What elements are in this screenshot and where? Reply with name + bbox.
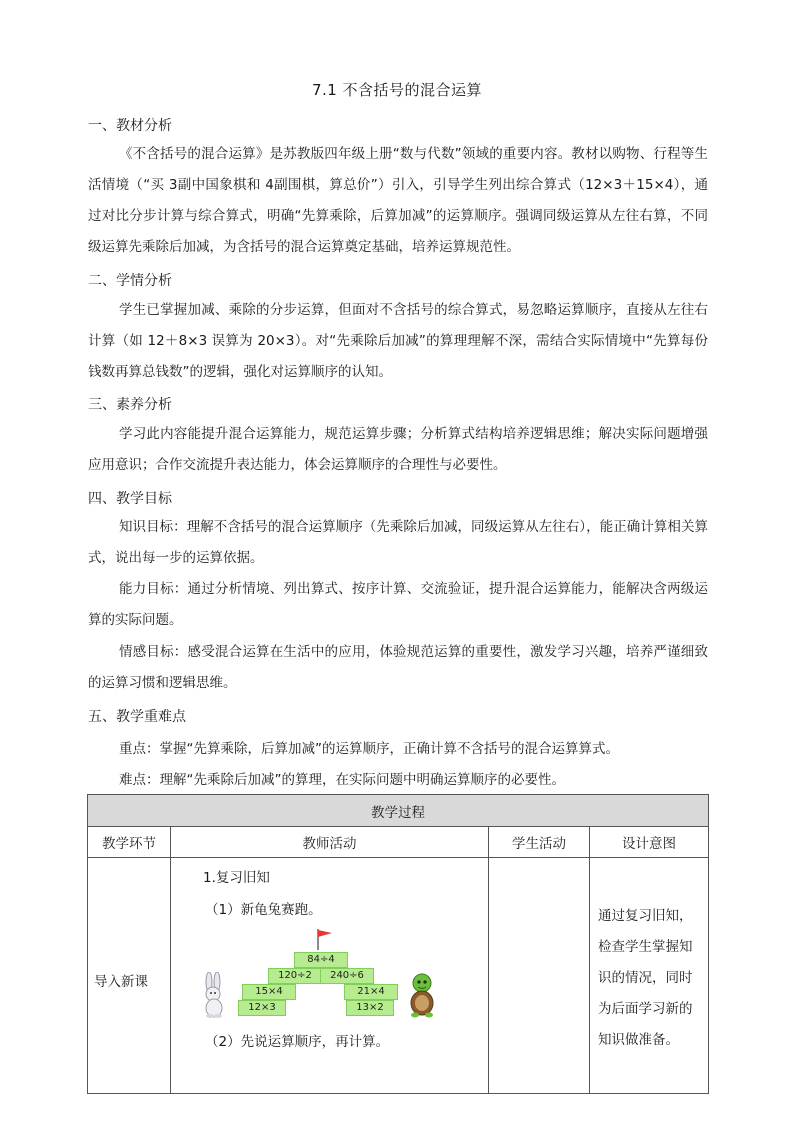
heading-literacy-analysis: 三、素养分析 [88,397,172,413]
cell-student [489,858,590,1094]
pyramid-brick: 240÷6 [320,968,374,984]
pyramid-brick: 84÷4 [294,952,348,968]
goal-ability: 能力目标：通过分析情境、列出算式、按序计算、交流验证，提升混合运算能力，能解决含两级运算的实际问题。 [88,581,708,628]
race-pyramid-figure [200,928,440,1020]
teacher-item-review: 1.复习旧知 [203,870,270,886]
heading-student-analysis: 二、学情分析 [88,273,172,289]
pyramid-brick: 13×2 [346,1000,394,1016]
paragraph-literacy-analysis: 学习此内容能提升混合运算能力，规范运算步骤；分析算式结构培养逻辑思维；解决实际问题增强应用意识；合作交流提升表达能力，体会运算顺序的合理性与必要性。 [88,426,708,473]
paragraph-textbook-analysis: 《不含括号的混合运算》是苏教版四年级上册“数与代数”领域的重要内容。教材以购物、行程等生活情境（“买 3副中国象棋和 4副围棋，算总价”）引入，引导学生列出综合算式（12×3＋15×4），通过对比分步计算与综合算式，明确“先算乘除，后算加减”的运算顺序。强调同级运算从左往右算，不同级运算先乘除后加减，为含括号的混合运算奠定基础，培养运算规范性。 [88,146,708,255]
pyramid-brick: 120÷2 [268,968,322,984]
cell-stage: 导入新课 [88,858,171,1094]
header-teacher: 教师活动 [171,827,489,858]
heading-key-points: 五、教学重难点 [88,709,186,725]
flag-icon [315,928,335,950]
header-purpose: 设计意图 [590,827,709,858]
header-student: 学生活动 [489,827,590,858]
teacher-item-order: （2）先说运算顺序，再计算。 [205,1034,390,1050]
heading-teaching-goals: 四、教学目标 [88,491,172,507]
heading-textbook-analysis: 一、教材分析 [88,118,172,134]
teacher-item-race: （1）新龟兔赛跑。 [205,902,322,918]
header-stage: 教学环节 [88,827,171,858]
page-title: 7.1 不含括号的混合运算 [311,81,483,99]
cell-purpose: 通过复习旧知，检查学生掌握知识的情况，同时为后面学习新的知识做准备。 [590,858,709,1094]
rabbit-icon [200,972,228,1018]
pyramid-brick: 15×4 [242,984,296,1000]
paragraph-student-analysis: 学生已掌握加减、乘除的分步运算，但面对不含括号的综合算式，易忽略运算顺序，直接从左往右计算（如 12＋8×3 误算为 20×3）。对“先乘除后加减”的算理理解不深，需结合实际情境中“先算每份钱数再算总钱数”的逻辑，强化对运算顺序的认知。 [88,302,708,380]
difficult-point: 难点：理解“先乘除后加减”的算理，在实际问题中明确运算顺序的必要性。 [119,772,565,788]
table-title: 教学过程 [88,795,709,827]
pyramid-brick: 21×4 [344,984,398,1000]
goal-emotion: 情感目标：感受混合运算在生活中的应用，体验规范运算的重要性，激发学习兴趣，培养严谨细致的运算习惯和逻辑思维。 [88,644,708,691]
pyramid-brick: 12×3 [238,1000,286,1016]
turtle-icon [406,972,438,1018]
goal-knowledge: 知识目标：理解不含括号的混合运算顺序（先乘除后加减，同级运算从左往右），能正确计算相关算式，说出每一步的运算依据。 [88,519,708,566]
key-point: 重点：掌握“先算乘除，后算加减”的运算顺序，正确计算不含括号的混合运算算式。 [119,741,619,757]
